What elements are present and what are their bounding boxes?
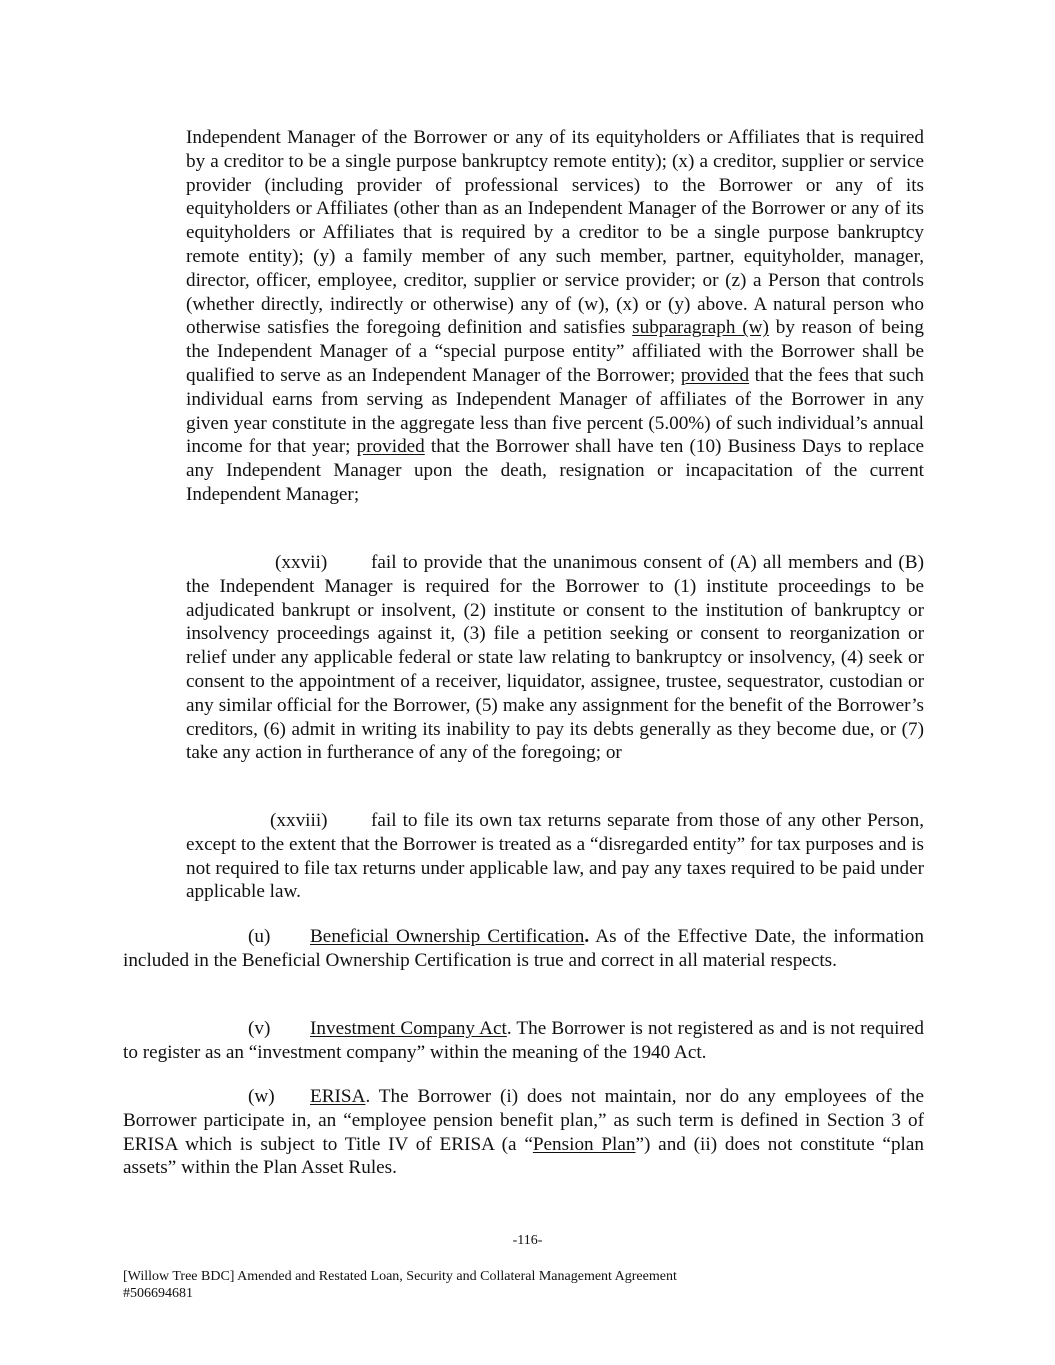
- section-heading: Investment Company Act: [310, 1018, 507, 1039]
- document-footer: [123, 1268, 677, 1302]
- clause-xxviii: [186, 809, 924, 904]
- section-text-2: ”) and (ii) does not constitute “plan assets” within the Plan Asset Rules.: [123, 1133, 924, 1179]
- clause-text: fail to provide that the unanimous consent of (A) all members and (B) the Independent Manager is required for the Borrower to (1) institute proceedings to be adjudicated bankrupt or insolvent, (2) institute or consent to the institution of bankruptcy or insolvency proceedings against it, (3) file a petition seeking or consent to reorganization or relief under any applicable federal or state law relating to bankruptcy or insolvency, (4) seek or consent to the appointment of a receiver, liquidator, assignee, trustee, sequestrator, custodian or any similar official for the Borrower, (5) make any assignment for the benefit of the Borrower’s creditors, (6) admit in writing its inability to pay its debts generally as they become due, or (7) take any action in furtherance of any of the foregoing; or: [186, 552, 924, 764]
- clause-text: fail to file its own tax returns separate from those of any other Person, except to the extent that the Borrower is treated as a “disregarded entity” for tax purposes and is not required to file tax returns under applicable law, and pay any taxes required to be paid under applicable law.: [186, 810, 924, 903]
- clause-number: (xxviii): [270, 810, 328, 831]
- section-heading: ERISA: [310, 1086, 366, 1107]
- definition-text-1: Independent Manager of the Borrower or any of its equityholders or Affiliates that is required by a creditor to be a single purpose bankruptcy remote entity); (x) a creditor, supplier or service provider (including provider of professional services) to the Borrower or any of its equityholders or Affiliates (other than as an Independent Manager of the Borrower or any of its equityholders or Affiliates that is required by a creditor to be a single purpose bankruptcy remote entity); (y) a family member of any such member, partner, equityholder, manager, director, officer, employee, creditor, supplier or service provider; or (z) a Person that controls (whether directly, indirectly or otherwise) any of (w), (x) or (y) above. A natural person who otherwise satisfies the foregoing definition and satisfies: [186, 127, 924, 339]
- definition-text-3: that the fees that such individual earns from serving as Independent Manager of affiliates of the Borrower in any given year constitute in the aggregate less than five percent (5.00%) of such individual’s annual income for that year;: [186, 364, 925, 458]
- section-heading: Beneficial Ownership Certification: [310, 926, 585, 947]
- section-u: [123, 925, 924, 973]
- section-number: (u): [248, 926, 271, 947]
- provided-term-1: provided: [680, 364, 750, 386]
- section-text: As of the Effective Date, the information included in the Beneficial Ownership Certification is true and correct in all material respects.: [123, 926, 924, 971]
- provided-term-2: provided: [356, 436, 425, 458]
- subparagraph-w-reference: subparagraph (w): [632, 317, 769, 339]
- section-number: (w): [248, 1086, 275, 1107]
- section-number: (v): [248, 1018, 271, 1039]
- section-text-1: . The Borrower (i) does not maintain, nor do any employees of the Borrower participate in, an “employee pension benefit plan,” as such term is defined in Section 3 of ERISA which is subject to Title IV of ERISA (a “: [123, 1086, 924, 1155]
- footer-doc-id: #506694681: [123, 1286, 193, 1301]
- pension-plan-term: Pension Plan: [532, 1133, 636, 1155]
- footer-title: [Willow Tree BDC] Amended and Restated Loan, Security and Collateral Management Agreement: [123, 1269, 677, 1284]
- definition-text-2: by reason of being the Independent Manager of a “special purpose entity” affiliated with the Borrower shall be qualified to serve as an Independent Manager of the Borrower;: [186, 317, 924, 386]
- page-number: -116-: [512, 1233, 543, 1248]
- clause-xxvii: [186, 551, 924, 765]
- definition-text-4: that the Borrower shall have ten (10) Business Days to replace any Independent Manager upon the death, resignation or incapacitation of the current Independent Manager;: [186, 436, 924, 505]
- section-w: [123, 1085, 924, 1180]
- section-v: [123, 1017, 924, 1065]
- section-text: . The Borrower is not registered as and is not required to register as an “investment company” within the meaning of the 1940 Act.: [123, 1018, 924, 1063]
- definition-paragraph: [186, 126, 924, 507]
- section-heading-period: .: [584, 926, 590, 947]
- clause-number: (xxvii): [275, 552, 328, 573]
